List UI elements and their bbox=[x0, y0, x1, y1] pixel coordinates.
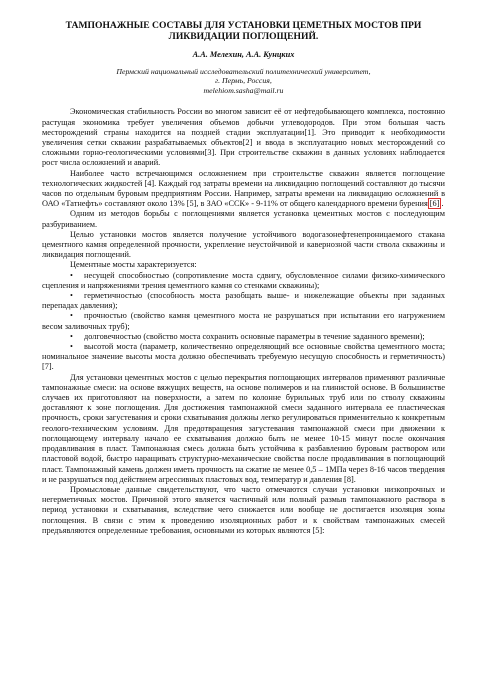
author-email: melehiom.sasha@mail.ru bbox=[203, 85, 284, 95]
bullet-item-3 bbox=[42, 311, 445, 331]
paper-title: ТАМПОНАЖНЫЕ СОСТАВЫ ДЛЯ УСТАНОВКИ ЦЕМЕТНЫХ МОСТОВ ПРИ ЛИКВИДАЦИИ ПОГЛОЩЕНИЙ. bbox=[65, 20, 422, 43]
bullet-item-5 bbox=[42, 342, 445, 373]
bullet-text-3: прочностью (свойство камня цементного моста не разрушаться при испытании его нагружением весом заливочных труб); bbox=[42, 311, 445, 331]
affiliation-line-2: г. Пермь, Россия, bbox=[215, 76, 272, 86]
bullet-item-1 bbox=[42, 271, 445, 291]
bullet-text-4: долговечностью (свойство моста сохранить основные параметры в течение заданного времени); bbox=[84, 331, 425, 341]
bullet-item-2 bbox=[42, 291, 445, 311]
paragraph-4: Целью установки мостов является получение устойчивого водогазонефтенепроницаемого стакана цементного камня определенной прочности, укрепление неустойчивой и кавернозной части ствола скважины и ликвидация поглощений. bbox=[42, 229, 445, 260]
bullet-icon: • bbox=[70, 342, 73, 352]
citation-6: [6] bbox=[429, 199, 440, 209]
bullet-icon: • bbox=[70, 291, 73, 301]
bullet-item-4 bbox=[42, 332, 445, 342]
bullet-icon: • bbox=[70, 311, 73, 321]
authors: А.А. Мелехин, А.А. Кунцких bbox=[192, 50, 295, 60]
bullet-icon: • bbox=[70, 331, 73, 341]
bullet-icon: • bbox=[70, 270, 73, 280]
bullet-text-2: герметичностью (способность моста разобщать выше- и нижележащие объекты при заданных перепадах давления); bbox=[42, 291, 445, 311]
paragraph-6: Для установки цементных мостов с целью перекрытия поглощающих интервалов применяют различные тампонажные смеси: на основе вяжущих веществ, на основе полимеров и на глинистой основе. В большинстве случаев их приготовляют на поверхности, а затем по колонне бурильных труб или по стволу скважины доставляют к зоне поглощения. Для достижения тампонажной смеси заданного интервала ее пластическая прочность, сроки загустевания и сроки схватывания должны легко регулироваться применительно к конкретным геолого-техническим условиям. Для предотвращения загустевания тампонажной смеси при движении к поглощающему интервалу начало ее схватывания должно быть не менее 10-15 минут после окончания продавливания в пласт. Тампонажная смесь должна быть устойчива к разбавлению буровым раствором или пластовой водой, быстро наращивать структурно-механические свойства после продавливания в поглощающий пласт. Тампонажный камень должен иметь прочность на сжатие не менее 0,5 – 1МПа через 8-16 часов твердения и не разрушаться под действием агрессивных пластовых вод, температур и давления [8]. bbox=[42, 372, 445, 484]
affiliation-block bbox=[42, 67, 445, 96]
bullet-text-5: высотой моста (параметр, количественно определяющий все основные свойства цементного моста; номинальное значение высоты моста должно обеспечивать требуемую несущую способность и герметичность) [7]. bbox=[42, 342, 445, 372]
affiliation-line-1: Пермский национальный исследовательский политехнический университет, bbox=[116, 66, 371, 76]
paragraph-2-text: Наиболее часто встречающимся осложнением при строительстве скважин является поглощение технологических жидкостей [4]. Каждый год затраты времени на ликвидацию поглощений составляют до тысячи часов по отдельным буровым предприятиям России. Например, затраты времени на ликвидацию осложнений в ОАО «Татнефть» составляют около 13% [5], в ЗАО «ССК» - 9-11% от общего календарного времени бурения bbox=[42, 168, 445, 209]
paragraph-1: Экономическая стабильность России во многом зависит её от нефтедобывающего комплекса, постоянно растущая экономика требует увеличения объемов добычи углеводородов. При этом большая часть месторождений страны находится на поздней стадии эксплуатации[1]. Это приводит к необходимости увеличения сетки скважин разрабатываемых объектов[2] и ввода в эксплуатацию новых месторождений со сложными горно-геологическими условиями[3]. При строительстве скважин в данных условиях наблюдается рост числа осложнений и аварий. bbox=[42, 107, 445, 168]
paragraph-3: Одним из методов борьбы с поглощениями является установка цементных мостов с последующим разбуриванием. bbox=[42, 209, 445, 229]
paragraph-2 bbox=[42, 169, 445, 210]
paragraph-5: Цементные мосты характеризуется: bbox=[70, 260, 197, 270]
paragraph-7: Промысловые данные свидетельствуют, что часто отмечаются случаи установки низкопрочных и негерметичных мостов. Причиной этого является частичный или полный размыв тампонажного раствора в период установки и схватывания, вследствие чего снижается или вообще не достигается изоляция зоны поглощения. В связи с этим к проведению изоляционных работ и к свойствам тампонажных смесей предъявляются определенные требования, основными из которых являются [5]: bbox=[42, 484, 445, 535]
bullet-text-1: несущей способностью (сопротивление моста сдвигу, обусловленное силами физико-химического сцепления и напряжениями трения цементного камня со стенками скважины); bbox=[42, 270, 445, 290]
paragraph-2-end: . bbox=[441, 199, 444, 209]
